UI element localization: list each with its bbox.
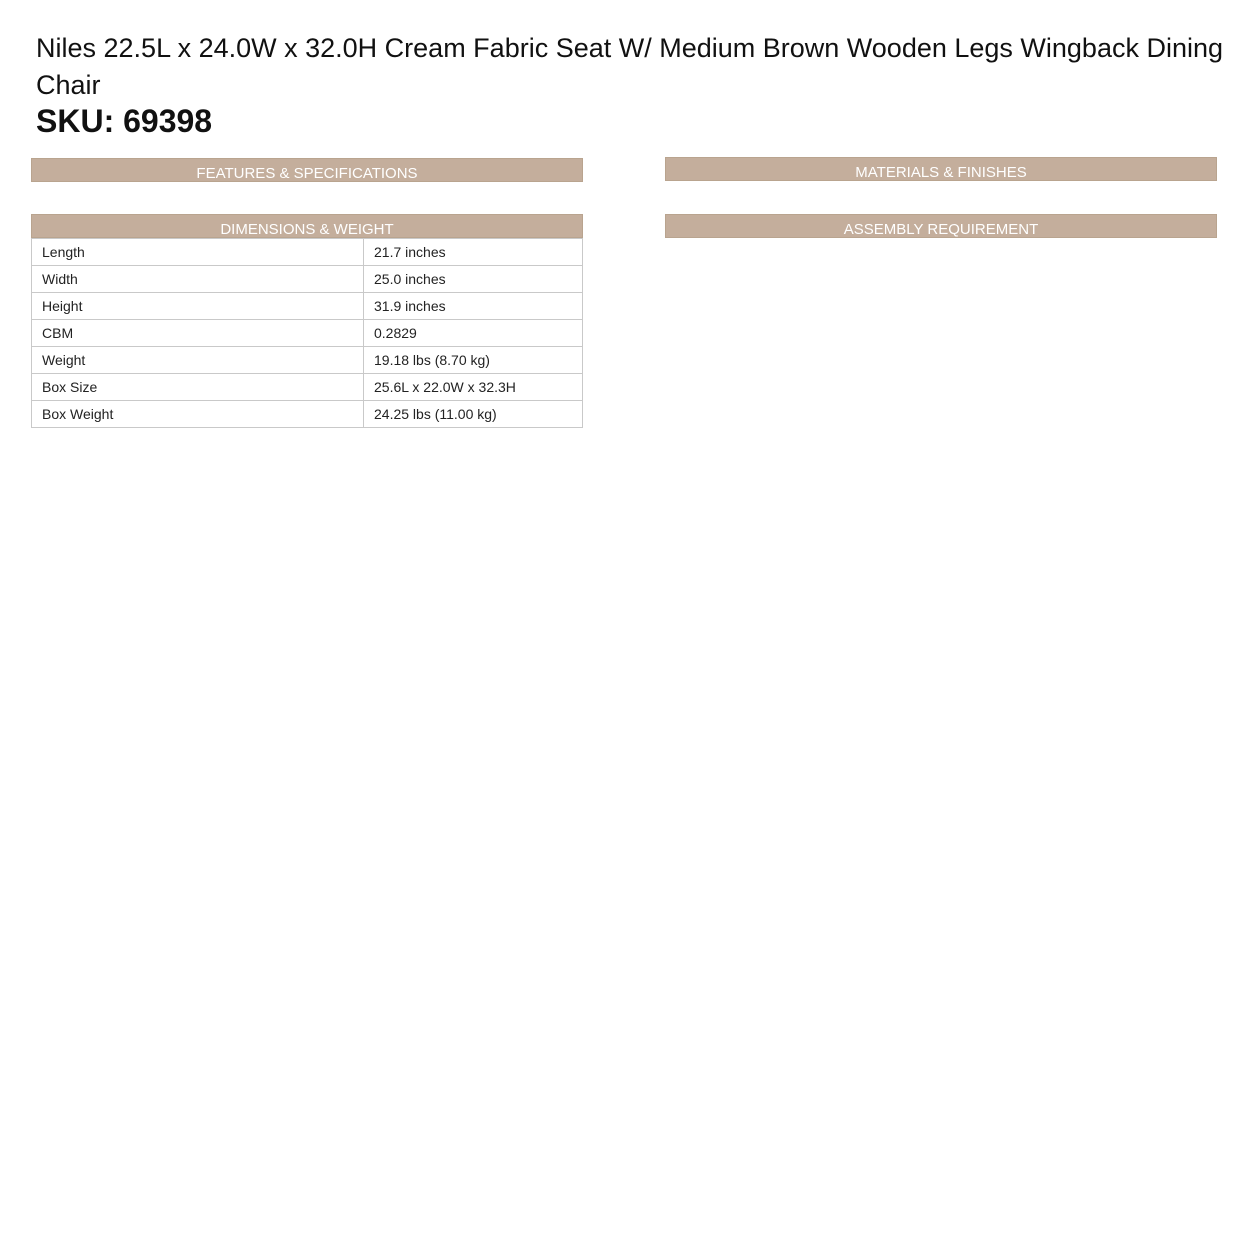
dimension-label: Height (32, 293, 364, 320)
dimension-label: Box Size (32, 374, 364, 401)
dimension-value: 24.25 lbs (11.00 kg) (364, 401, 583, 428)
dimensions-table (31, 238, 583, 428)
table-row (32, 347, 583, 374)
dimension-value: 0.2829 (364, 320, 583, 347)
dimension-label: Box Weight (32, 401, 364, 428)
table-row (32, 293, 583, 320)
table-row (32, 239, 583, 266)
dimensions-weight-header: DIMENSIONS & WEIGHT (31, 214, 583, 238)
dimension-label: Weight (32, 347, 364, 374)
dimension-label: Length (32, 239, 364, 266)
table-row (32, 374, 583, 401)
dimension-value: 25.6L x 22.0W x 32.3H (364, 374, 583, 401)
dimension-value: 19.18 lbs (8.70 kg) (364, 347, 583, 374)
dimension-label: CBM (32, 320, 364, 347)
dimension-value: 21.7 inches (364, 239, 583, 266)
dimension-label: Width (32, 266, 364, 293)
features-specifications-header: FEATURES & SPECIFICATIONS (31, 158, 583, 182)
dimension-value: 31.9 inches (364, 293, 583, 320)
table-row (32, 320, 583, 347)
product-sku: SKU: 69398 (36, 103, 213, 139)
assembly-requirement-header: ASSEMBLY REQUIREMENT (665, 214, 1217, 238)
table-row (32, 401, 583, 428)
product-title: Niles 22.5L x 24.0W x 32.0H Cream Fabric Seat W/ Medium Brown Wooden Legs Wingback Dining Chair (36, 33, 1224, 100)
materials-finishes-header: MATERIALS & FINISHES (665, 157, 1217, 181)
table-row (32, 266, 583, 293)
dimension-value: 25.0 inches (364, 266, 583, 293)
